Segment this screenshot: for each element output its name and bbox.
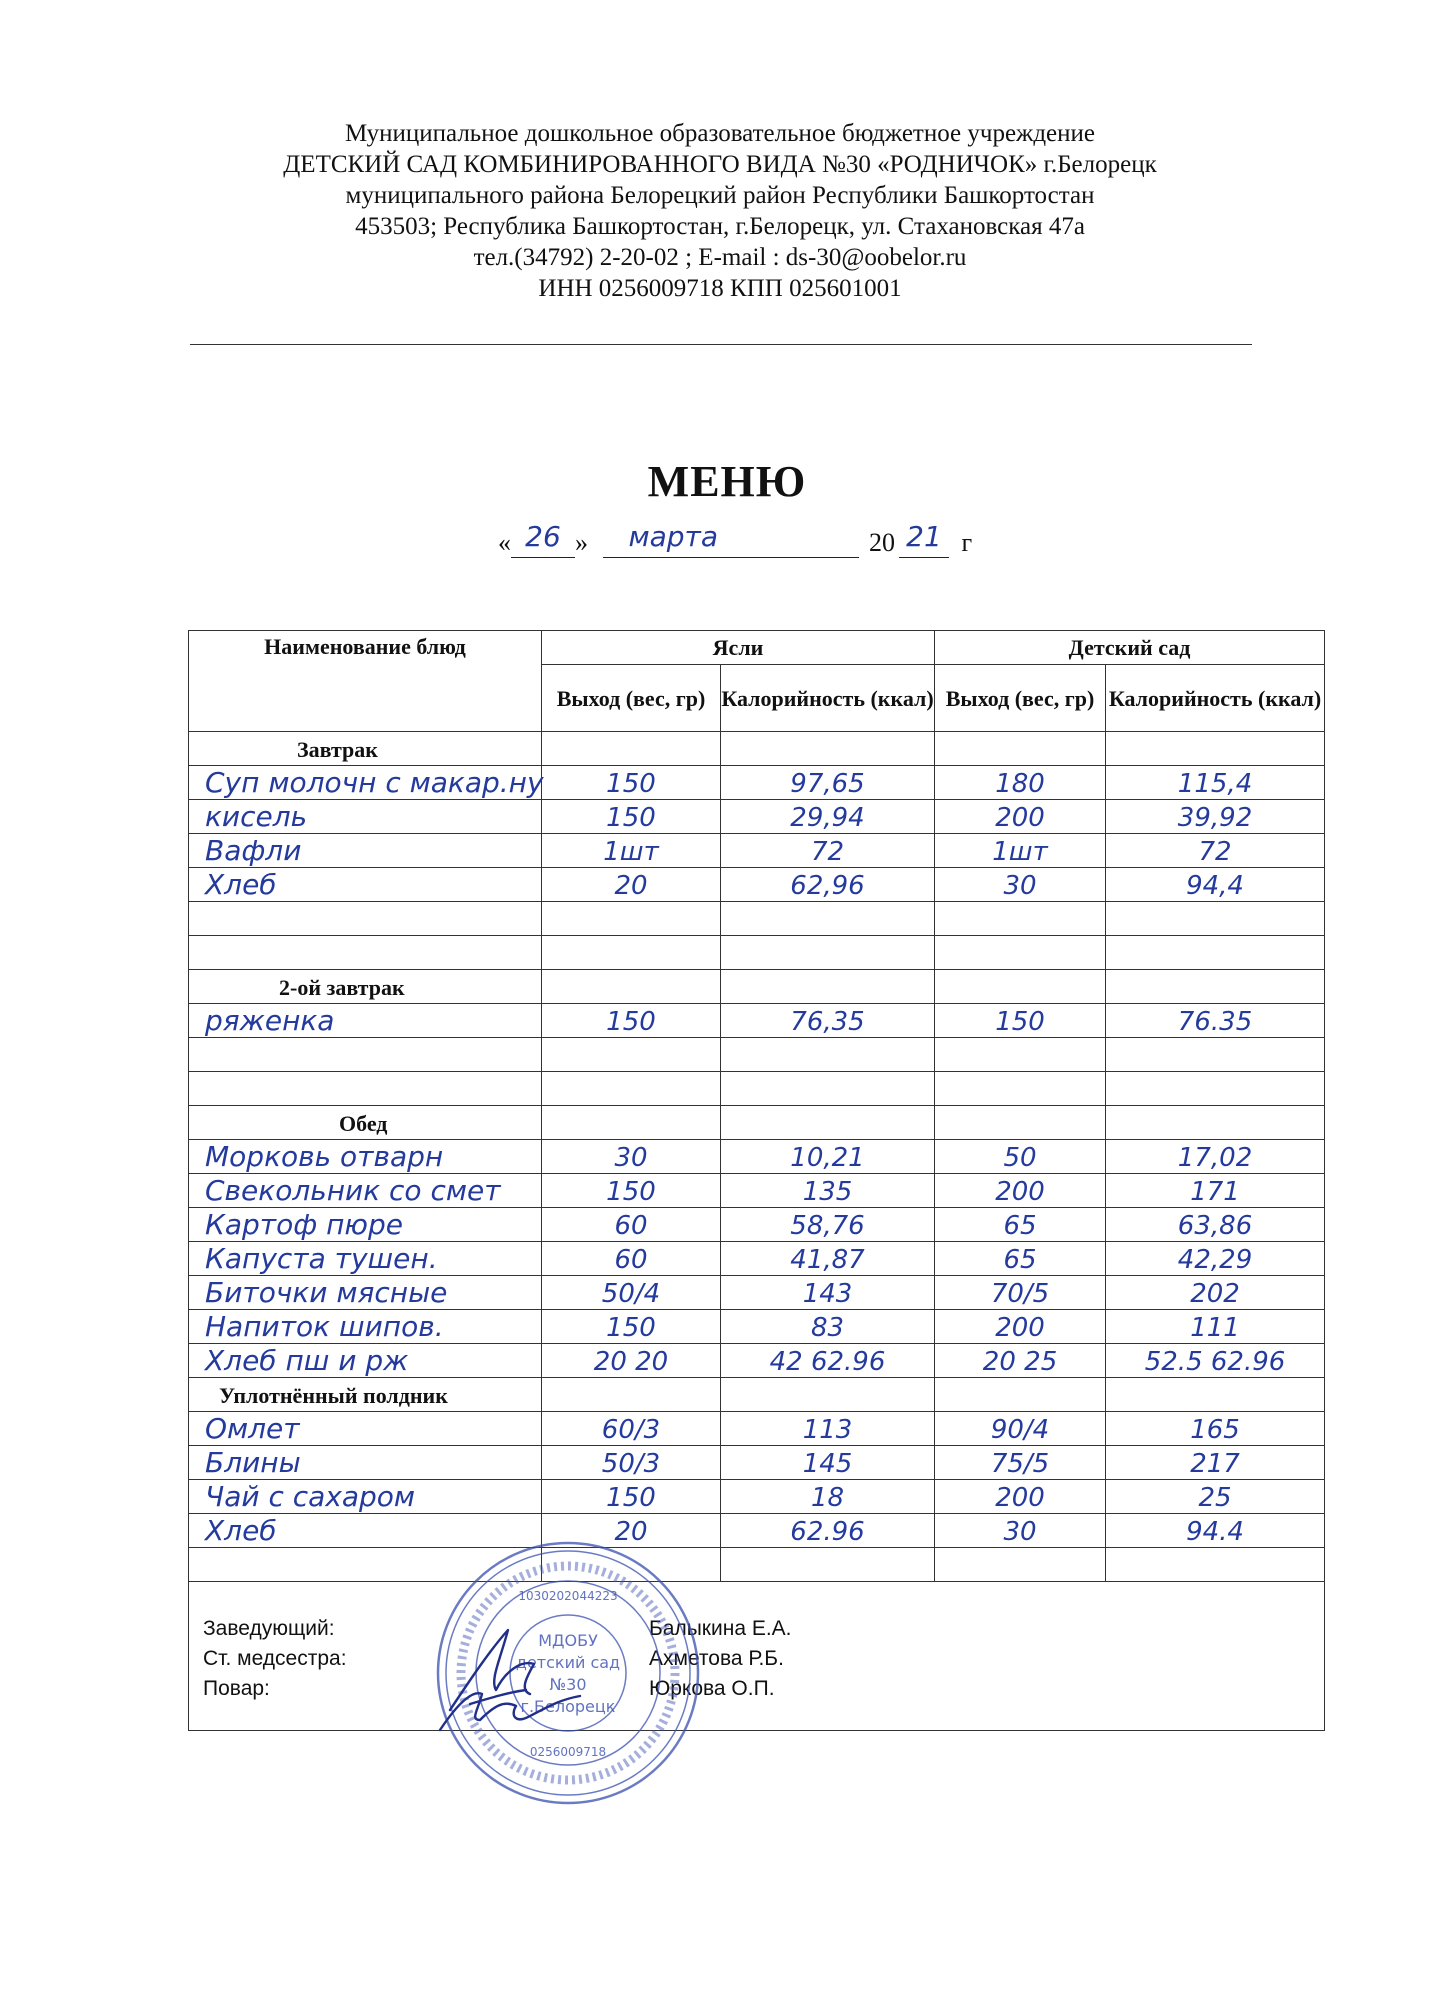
menu-row — [189, 1310, 1325, 1344]
kindergarten-calories-cell[interactable] — [1106, 834, 1325, 868]
menu-row — [189, 766, 1325, 800]
kindergarten-output-value: 70/5 — [990, 1279, 1050, 1309]
kindergarten-output-value: 90/4 — [990, 1415, 1050, 1445]
kindergarten-output-value: 200 — [995, 803, 1045, 833]
kindergarten-calories-cell[interactable] — [1106, 766, 1325, 800]
dish-cell[interactable] — [189, 1480, 542, 1514]
nursery-calories-cell[interactable] — [721, 1242, 935, 1276]
dish-value: Хлеб — [205, 868, 277, 901]
kindergarten-output-value: 180 — [995, 769, 1045, 799]
kindergarten-output-cell[interactable] — [935, 1480, 1106, 1514]
kindergarten-output-cell[interactable] — [935, 1004, 1106, 1038]
nursery-output-value: 150 — [606, 769, 656, 799]
kindergarten-output-cell[interactable] — [935, 902, 1106, 936]
dish-cell[interactable] — [189, 1276, 542, 1310]
kindergarten-calories-value: 17,02 — [1177, 1143, 1253, 1173]
nursery-calories-cell[interactable] — [721, 1140, 935, 1174]
header-line: ДЕТСКИЙ САД КОМБИНИРОВАННОГО ВИДА №30 «РОДНИЧОК» г.Белорецк — [283, 151, 1157, 178]
nursery-calories-value: 83 — [810, 1313, 845, 1343]
stamp-line: МДОБУ — [538, 1631, 598, 1650]
dish-cell[interactable] — [189, 936, 542, 970]
kindergarten-output-cell[interactable] — [935, 1276, 1106, 1310]
stamp-ogrn: 1030202044223 — [518, 1589, 618, 1603]
date-year-suffix: 21 — [906, 520, 942, 553]
nursery-calories-value: 62,96 — [790, 871, 865, 901]
kindergarten-calories-cell[interactable] — [1106, 1174, 1325, 1208]
section-title — [189, 732, 542, 766]
kindergarten-calories-cell[interactable] — [1106, 1446, 1325, 1480]
dish-cell[interactable] — [189, 1242, 542, 1276]
menu-row — [189, 902, 1325, 936]
nursery-output-cell[interactable] — [542, 1140, 721, 1174]
section-row — [189, 970, 1325, 1004]
stamp-line: детский сад — [515, 1653, 621, 1672]
nursery-output-cell[interactable] — [542, 1310, 721, 1344]
signature-person: Юркова О.П. — [649, 1677, 775, 1700]
header-line: муниципального района Белорецкий район Республики Башкортостан — [345, 182, 1095, 209]
kindergarten-output-value: 200 — [995, 1313, 1045, 1343]
menu-row — [189, 1038, 1325, 1072]
dish-value: Вафли — [205, 834, 302, 867]
empty-cell — [1106, 1106, 1325, 1140]
nursery-calories-value: 76,35 — [790, 1007, 865, 1037]
nursery-output-value: 20 — [614, 871, 648, 901]
section-label: 2-ой завтрак — [279, 975, 405, 1000]
dish-value: кисель — [205, 800, 308, 833]
empty-cell — [1106, 732, 1325, 766]
nursery-output-value: 20 — [614, 1517, 648, 1547]
nursery-calories-cell[interactable] — [721, 766, 935, 800]
dish-cell[interactable] — [189, 902, 542, 936]
section-title — [189, 1106, 542, 1140]
dish-value: Биточки мясные — [205, 1276, 448, 1309]
nursery-calories-value: 72 — [810, 837, 845, 867]
nursery-output-value: 1шт — [603, 837, 659, 867]
nursery-output-cell[interactable] — [542, 1480, 721, 1514]
col-dish-header: Наименование блюд — [189, 631, 542, 732]
empty-cell — [935, 970, 1106, 1004]
nursery-output-value: 150 — [606, 1007, 656, 1037]
handwritten-signature — [430, 1620, 590, 1740]
kindergarten-output-value: 30 — [1003, 1517, 1037, 1547]
signature-role: Повар: — [203, 1677, 270, 1700]
signature-role: Ст. медсестра: — [203, 1647, 347, 1670]
nursery-calories-cell[interactable] — [721, 1548, 935, 1582]
signature-block — [189, 1582, 1325, 1731]
header-line: ИНН 0256009718 КПП 025601001 — [538, 275, 902, 302]
nursery-calories-cell[interactable] — [721, 1480, 935, 1514]
dish-cell[interactable] — [189, 1310, 542, 1344]
dish-cell[interactable] — [189, 1072, 542, 1106]
date-line — [498, 520, 973, 567]
kindergarten-calories-value: 25 — [1198, 1483, 1232, 1513]
dish-value: Хлеб пш и рж — [205, 1344, 409, 1377]
nursery-output-value: 150 — [606, 1177, 656, 1207]
section-row — [189, 732, 1325, 766]
kindergarten-calories-cell[interactable] — [1106, 868, 1325, 902]
nursery-output-cell[interactable] — [542, 1072, 721, 1106]
nursery-output-cell[interactable] — [542, 1174, 721, 1208]
nursery-output-value: 50/4 — [601, 1279, 661, 1309]
dish-cell[interactable] — [189, 800, 542, 834]
kindergarten-output-value: 30 — [1003, 871, 1037, 901]
date-month-field[interactable] — [603, 520, 859, 558]
menu-row — [189, 1242, 1325, 1276]
dish-value: Чай с сахаром — [205, 1480, 416, 1513]
nursery-output-cell[interactable] — [542, 936, 721, 970]
kindergarten-calories-value: 63,86 — [1177, 1211, 1253, 1241]
nursery-calories-cell[interactable] — [721, 1072, 935, 1106]
menu-row — [189, 1480, 1325, 1514]
kindergarten-calories-cell[interactable] — [1106, 1004, 1325, 1038]
kindergarten-calories-value: 76.35 — [1177, 1007, 1253, 1037]
kindergarten-output-value: 65 — [1003, 1245, 1037, 1275]
nursery-output-cell[interactable] — [542, 1344, 721, 1378]
stamp-inn: 0256009718 — [529, 1745, 607, 1759]
empty-cell — [1106, 1378, 1325, 1412]
kindergarten-output-cell[interactable] — [935, 868, 1106, 902]
header-line: тел.(34792) 2-20-02 ; E-mail : ds-30@oobelor.ru — [473, 244, 967, 271]
kindergarten-calories-value: 171 — [1190, 1177, 1240, 1207]
nursery-output-cell[interactable] — [542, 1412, 721, 1446]
empty-cell — [935, 1106, 1106, 1140]
date-open-quote: « — [498, 528, 511, 557]
nursery-calories-value: 18 — [810, 1483, 845, 1513]
kindergarten-calories-cell[interactable] — [1106, 1412, 1325, 1446]
nursery-output-cell[interactable] — [542, 902, 721, 936]
nursery-calories-cell[interactable] — [721, 800, 935, 834]
menu-row — [189, 1140, 1325, 1174]
empty-cell — [721, 970, 935, 1004]
kindergarten-calories-value: 39,92 — [1177, 803, 1253, 833]
dish-cell[interactable] — [189, 1208, 542, 1242]
nursery-calories-value: 145 — [802, 1449, 853, 1479]
menu-row — [189, 1072, 1325, 1106]
menu-row — [189, 834, 1325, 868]
kindergarten-calories-cell[interactable] — [1106, 1140, 1325, 1174]
nursery-output-cell[interactable] — [542, 1276, 721, 1310]
section-title — [189, 1378, 542, 1412]
nursery-calories-value: 10,21 — [790, 1143, 865, 1173]
dish-value: ряженка — [205, 1004, 335, 1037]
nursery-calories-value: 62.96 — [790, 1517, 865, 1547]
nursery-calories-cell[interactable] — [721, 1310, 935, 1344]
nursery-output-cell[interactable] — [542, 1004, 721, 1038]
kindergarten-calories-value: 165 — [1190, 1415, 1240, 1445]
col-kindergarten-calories: Калорийность (ккал) — [1106, 665, 1325, 732]
organization-header — [190, 118, 1250, 304]
menu-row — [189, 868, 1325, 902]
kindergarten-calories-cell[interactable] — [1106, 1514, 1325, 1548]
kindergarten-output-value: 200 — [995, 1483, 1045, 1513]
dish-cell[interactable] — [189, 1174, 542, 1208]
kindergarten-output-cell[interactable] — [935, 936, 1106, 970]
nursery-calories-value: 29,94 — [790, 803, 865, 833]
nursery-calories-cell[interactable] — [721, 1276, 935, 1310]
empty-cell — [721, 1106, 935, 1140]
section-label: Обед — [339, 1111, 388, 1136]
nursery-calories-value: 113 — [802, 1415, 853, 1445]
date-year-unit: г — [961, 528, 973, 557]
empty-cell — [542, 1378, 721, 1412]
menu-row — [189, 1548, 1325, 1582]
kindergarten-calories-value: 52.5 62.96 — [1144, 1347, 1286, 1377]
kindergarten-calories-cell[interactable] — [1106, 1344, 1325, 1378]
signature-role: Заведующий: — [203, 1617, 335, 1640]
empty-cell — [721, 732, 935, 766]
kindergarten-output-cell[interactable] — [935, 1072, 1106, 1106]
empty-cell — [542, 1106, 721, 1140]
nursery-output-cell[interactable] — [542, 868, 721, 902]
col-nursery-calories: Калорийность (ккал) — [721, 665, 935, 732]
col-group-kindergarten: Детский сад — [935, 631, 1325, 665]
dish-cell[interactable] — [189, 834, 542, 868]
empty-cell — [935, 732, 1106, 766]
kindergarten-output-cell[interactable] — [935, 1310, 1106, 1344]
kindergarten-output-cell[interactable] — [935, 1242, 1106, 1276]
menu-row — [189, 1344, 1325, 1378]
nursery-calories-cell[interactable] — [721, 1208, 935, 1242]
kindergarten-calories-cell[interactable] — [1106, 1038, 1325, 1072]
nursery-calories-cell[interactable] — [721, 1004, 935, 1038]
stamp-line: г.Белорецк — [520, 1697, 616, 1716]
dish-value: Хлеб — [205, 1514, 277, 1547]
kindergarten-output-cell[interactable] — [935, 1344, 1106, 1378]
nursery-output-value: 50/3 — [601, 1449, 661, 1479]
kindergarten-calories-value: 72 — [1198, 837, 1232, 867]
nursery-output-value: 30 — [614, 1143, 648, 1173]
kindergarten-output-cell[interactable] — [935, 1412, 1106, 1446]
dish-value: Капуста тушен. — [205, 1242, 438, 1275]
nursery-output-value: 60/3 — [601, 1415, 661, 1445]
signature-person: Ахметова Р.Б. — [649, 1647, 784, 1670]
date-month: марта — [628, 520, 719, 553]
nursery-calories-value: 42 62.96 — [769, 1347, 886, 1377]
nursery-calories-value: 143 — [802, 1279, 853, 1309]
kindergarten-calories-cell[interactable] — [1106, 1072, 1325, 1106]
kindergarten-output-cell[interactable] — [935, 1174, 1106, 1208]
nursery-output-value: 150 — [606, 803, 656, 833]
nursery-calories-cell[interactable] — [721, 1174, 935, 1208]
dish-cell[interactable] — [189, 1004, 542, 1038]
section-label: Завтрак — [297, 737, 378, 762]
menu-row — [189, 1446, 1325, 1480]
dish-value: Морковь отварн — [205, 1140, 444, 1173]
nursery-output-cell[interactable] — [542, 1242, 721, 1276]
menu-row — [189, 1174, 1325, 1208]
nursery-calories-cell[interactable] — [721, 1412, 935, 1446]
kindergarten-output-cell[interactable] — [935, 1208, 1106, 1242]
kindergarten-output-cell[interactable] — [935, 1514, 1106, 1548]
header-divider — [190, 344, 1252, 345]
nursery-calories-value: 58,76 — [790, 1211, 865, 1241]
kindergarten-calories-value: 94.4 — [1186, 1517, 1244, 1547]
section-row — [189, 1378, 1325, 1412]
dish-value: Картоф пюре — [205, 1208, 403, 1241]
dish-cell[interactable] — [189, 1344, 542, 1378]
kindergarten-output-value: 20 25 — [982, 1347, 1058, 1377]
dish-value: Суп молочн с макар.ну — [205, 766, 544, 799]
kindergarten-calories-value: 217 — [1190, 1449, 1240, 1479]
nursery-calories-cell[interactable] — [721, 1514, 935, 1548]
nursery-output-value: 60 — [614, 1245, 648, 1275]
kindergarten-calories-cell[interactable] — [1106, 1208, 1325, 1242]
nursery-calories-value: 97,65 — [790, 769, 865, 799]
kindergarten-output-value: 1шт — [992, 837, 1048, 867]
kindergarten-calories-value: 115,4 — [1177, 769, 1253, 799]
kindergarten-calories-cell[interactable] — [1106, 1276, 1325, 1310]
nursery-calories-cell[interactable] — [721, 868, 935, 902]
menu-row — [189, 1412, 1325, 1446]
kindergarten-calories-value: 202 — [1190, 1279, 1240, 1309]
nursery-output-value: 20 20 — [593, 1347, 669, 1377]
empty-cell — [542, 732, 721, 766]
nursery-output-cell[interactable] — [542, 1208, 721, 1242]
nursery-output-value: 150 — [606, 1313, 656, 1343]
kindergarten-calories-cell[interactable] — [1106, 1480, 1325, 1514]
section-label: Уплотнённый полдник — [219, 1383, 448, 1408]
menu-body — [189, 732, 1325, 1582]
page-title: МЕНЮ — [647, 457, 807, 506]
date-year-field[interactable] — [899, 520, 949, 558]
dish-cell[interactable] — [189, 1038, 542, 1072]
col-group-nursery: Ясли — [542, 631, 935, 665]
nursery-output-cell[interactable] — [542, 834, 721, 868]
menu-row — [189, 1514, 1325, 1548]
nursery-output-value: 150 — [606, 1483, 656, 1513]
kindergarten-output-value: 50 — [1003, 1143, 1037, 1173]
stamp-line: №30 — [549, 1675, 587, 1694]
kindergarten-output-cell[interactable] — [935, 834, 1106, 868]
kindergarten-output-value: 200 — [995, 1177, 1045, 1207]
kindergarten-output-cell[interactable] — [935, 1548, 1106, 1582]
nursery-calories-value: 41,87 — [790, 1245, 865, 1275]
menu-row — [189, 1208, 1325, 1242]
kindergarten-calories-value: 42,29 — [1177, 1245, 1253, 1275]
kindergarten-calories-cell[interactable] — [1106, 800, 1325, 834]
kindergarten-output-value: 75/5 — [990, 1449, 1050, 1479]
menu-row — [189, 1004, 1325, 1038]
kindergarten-output-cell[interactable] — [935, 766, 1106, 800]
nursery-calories-cell[interactable] — [721, 902, 935, 936]
kindergarten-output-cell[interactable] — [935, 1140, 1106, 1174]
nursery-output-cell[interactable] — [542, 1446, 721, 1480]
menu-row — [189, 936, 1325, 970]
nursery-calories-cell[interactable] — [721, 936, 935, 970]
nursery-calories-cell[interactable] — [721, 1344, 935, 1378]
header-line: Муниципальное дошкольное образовательное бюджетное учреждение — [345, 120, 1095, 147]
col-kindergarten-output: Выход (вес, гр) — [935, 665, 1106, 732]
nursery-calories-cell[interactable] — [721, 1038, 935, 1072]
header-line: 453503; Республика Башкортостан, г.Белорецк, ул. Стахановская 47а — [355, 213, 1085, 240]
empty-cell — [1106, 970, 1325, 1004]
nursery-calories-cell[interactable] — [721, 834, 935, 868]
kindergarten-calories-cell[interactable] — [1106, 902, 1325, 936]
menu-table — [188, 630, 1325, 1731]
dish-cell[interactable] — [189, 868, 542, 902]
dish-cell[interactable] — [189, 1412, 542, 1446]
kindergarten-output-cell[interactable] — [935, 1446, 1106, 1480]
kindergarten-output-value: 65 — [1003, 1211, 1037, 1241]
kindergarten-calories-value: 94,4 — [1186, 871, 1244, 901]
kindergarten-calories-cell[interactable] — [1106, 936, 1325, 970]
dish-value: Свекольник со смет — [205, 1174, 501, 1207]
section-title — [189, 970, 542, 1004]
kindergarten-output-value: 150 — [995, 1007, 1045, 1037]
kindergarten-calories-cell[interactable] — [1106, 1548, 1325, 1582]
empty-cell — [935, 1378, 1106, 1412]
nursery-calories-value: 135 — [802, 1177, 853, 1207]
nursery-output-cell[interactable] — [542, 1038, 721, 1072]
nursery-output-value: 60 — [614, 1211, 648, 1241]
kindergarten-calories-cell[interactable] — [1106, 1242, 1325, 1276]
col-nursery-output: Выход (вес, гр) — [542, 665, 721, 732]
kindergarten-output-cell[interactable] — [935, 800, 1106, 834]
dish-value: Напиток шипов. — [205, 1310, 444, 1343]
signature-person: Балыкина Е.А. — [649, 1617, 792, 1640]
menu-row — [189, 1276, 1325, 1310]
empty-cell — [721, 1378, 935, 1412]
kindergarten-calories-cell[interactable] — [1106, 1310, 1325, 1344]
kindergarten-calories-value: 111 — [1190, 1313, 1240, 1343]
dish-cell[interactable] — [189, 1446, 542, 1480]
menu-row — [189, 800, 1325, 834]
dish-cell[interactable] — [189, 1140, 542, 1174]
kindergarten-output-cell[interactable] — [935, 1038, 1106, 1072]
date-year-prefix: 20 — [869, 528, 895, 557]
date-day-field[interactable] — [511, 520, 575, 558]
date-close-quote: » — [575, 528, 588, 557]
empty-cell — [542, 970, 721, 1004]
dish-value: Омлет — [205, 1412, 300, 1445]
date-day: 26 — [525, 520, 561, 553]
nursery-output-cell[interactable] — [542, 800, 721, 834]
nursery-calories-cell[interactable] — [721, 1446, 935, 1480]
dish-value: Блины — [205, 1446, 301, 1479]
dish-cell[interactable] — [189, 766, 542, 800]
section-row — [189, 1106, 1325, 1140]
nursery-output-cell[interactable] — [542, 766, 721, 800]
